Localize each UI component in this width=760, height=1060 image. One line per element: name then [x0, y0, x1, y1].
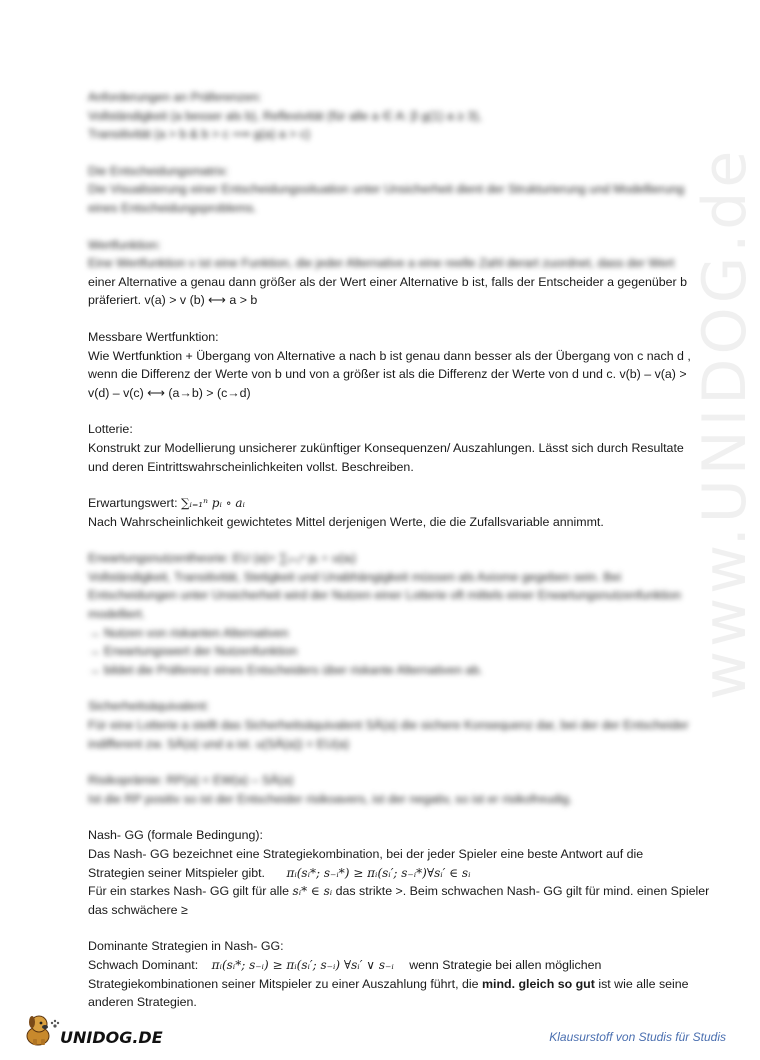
paragraph-line: eines Entscheidungsproblems.: [88, 200, 257, 215]
section-heading: Lotterie:: [88, 422, 133, 437]
paragraph-line: Eine Wertfunktion v ist eine Funktion, die jeder Alternative a eine reelle Zahl derart zuordnet, dass der Wert: [88, 256, 675, 271]
paragraph-line: Nach Wahrscheinlichkeit gewichtetes Mittel derjenigen Werte, die die Zufallsvariable annimmt.: [88, 514, 604, 529]
section-wertfunktion: [88, 236, 688, 310]
bullet-line: → bildet die Präferenz eines Entscheiders über riskante Alternativen ab.: [88, 662, 483, 677]
bullet-line: → Erwartungswert der Nutzenfunktion: [88, 644, 298, 659]
paragraph-line: Die Visualisierung einer Entscheidungssituation unter Unsicherheit dient der Strukturierung und Modellierung: [88, 182, 685, 197]
bullet-line: → Nutzen von riskanten Alternativen: [88, 625, 289, 640]
paragraph-line: einer Alternative a genau dann größer als der Wert einer Alternative b ist, falls der Entscheider a gegenüber b: [88, 274, 688, 289]
paragraph-line: präferiert. v(a) > v (b) ⟷ a > b: [88, 293, 258, 308]
paragraph-line: [88, 975, 689, 994]
section-nash-gg: [88, 826, 710, 919]
section-heading: Dominante Strategien in Nash- GG:: [88, 939, 284, 954]
paragraph-line: Das Nash- GG bezeichnet eine Strategiekombination, bei der jeder Spieler eine beste Antwort auf die: [88, 847, 644, 861]
paragraph-line: [88, 882, 710, 901]
text-run: Für ein starkes Nash- GG gilt für alle: [88, 884, 290, 899]
logo-text: UNIDOG.DE: [60, 1028, 163, 1047]
text-run: das strikte >. Beim schwachen Nash- GG gilt für mind. einen Spieler: [335, 884, 710, 899]
paragraph-line: und deren Eintrittswahrscheinlichkeiten vollst. Beschreiben.: [88, 459, 414, 474]
paragraph-line: [88, 864, 678, 883]
section-erwartungswert: [88, 494, 678, 531]
section-heading: Erwartungsnutzentheorie: EU (a)= ∑ᵢ₌₁ⁿ pᵢ ∘ u(aᵢ): [88, 551, 357, 566]
section-erwartungsnutzentheorie: [88, 549, 682, 679]
section-heading: Sicherheitsäquivalent:: [88, 699, 210, 714]
footer-tagline: Klausurstoff von Studis für Studis: [549, 1030, 726, 1044]
section-messbare-wertfunktion: [88, 328, 691, 402]
section-praeferenzen: [88, 88, 678, 144]
paragraph-line: Ist die RP positiv so ist der Entscheider risikoavers, ist der negativ, so ist er risikofreudig.: [88, 791, 573, 806]
section-heading: Messbare Wertfunktion:: [88, 329, 219, 344]
section-heading: Anforderungen an Präferenzen:: [88, 90, 262, 104]
text-run: ist wie alle seine: [598, 976, 689, 991]
paragraph-line: Wie Wertfunktion + Übergang von Alternative a nach b ist genau dann besser als der Übergang von c nach d ,: [88, 348, 691, 363]
heading-with-formula: [88, 494, 678, 513]
unidog-logo: [22, 1012, 162, 1048]
paragraph-line: indifferent zw. SÄ(a) und a ist. u(SÄ(a)) = EU(a): [88, 736, 350, 751]
paragraph-line: [88, 956, 678, 975]
text-run: Schwach Dominant:: [88, 957, 199, 972]
paragraph-line: Vollständigkeit (a besser als b), Reflexivität (für alle a ∈ A: β g(1) a ≥ 3),: [88, 108, 482, 123]
formula-dominant: πᵢ(sᵢ*; s₋ᵢ) ≥ πᵢ(sᵢ′; s₋ᵢ) ∀sᵢ′ ∨ s₋ᵢ: [211, 957, 394, 972]
text-run: Strategiekombinationen seiner Mitspieler zu einer Auszahlung führt, die: [88, 976, 479, 991]
document-body: [88, 88, 710, 1030]
section-entscheidungsmatrix: [88, 162, 685, 218]
formula-erwartungswert: ∑ᵢ₌₁ⁿ pᵢ ∘ aᵢ: [180, 496, 245, 511]
paragraph-line: Konstrukt zur Modellierung unsicherer zukünftiger Konsequenzen/ Auszahlungen. Lässt sich durch Resultate: [88, 440, 684, 455]
text-run: Strategien seiner Mitspieler gibt.: [88, 865, 265, 880]
section-risikopraemie: [88, 771, 678, 808]
paragraph-line: Für eine Lotterie a stellt das Sicherheitsäquivalent SÄ(a) die sichere Konsequenz dar, bei der der Entscheider: [88, 718, 689, 733]
watermark: www.UNIDOG.de: [690, 146, 760, 700]
paragraph-line: Transitivität (a > b & b > c ⟹ g(a) a > c): [88, 127, 311, 142]
section-heading: Risikoprämie: RP(a) = EW(a) – SÄ(a): [88, 773, 294, 788]
section-heading: Wertfunktion:: [88, 237, 161, 252]
section-lotterie: [88, 420, 684, 476]
section-sicherheitsaequivalent: [88, 697, 689, 753]
formula-nash: πᵢ(sᵢ*; s₋ᵢ*) ≥ πᵢ(sᵢ′; s₋ᵢ*)∀sᵢ′ ∈ sᵢ: [286, 865, 471, 880]
section-dominante-strategien: [88, 937, 689, 1011]
formula-strategy: sᵢ* ∈ sᵢ: [292, 884, 333, 899]
section-heading: Erwartungswert:: [88, 496, 178, 511]
paragraph-line: modelliert.: [88, 607, 146, 622]
paragraph-line: Vollständigkeit, Transitivität, Stetigkeit und Unabhängigkeit müssen als Axiome gegeben sein. Bei: [88, 569, 622, 584]
paragraph-line: das schwächere ≥: [88, 902, 188, 917]
section-heading: Die Entscheidungsmatrix:: [88, 163, 229, 178]
section-heading: Nash- GG (formale Bedingung):: [88, 828, 263, 843]
paragraph-line: wenn die Differenz der Werte von b und von a größer ist als die Differenz der Werte von d und c. v(b) – v(a) >: [88, 367, 687, 382]
paragraph-line: anderen Strategien.: [88, 995, 197, 1010]
paragraph-line: v(d) – v(c) ⟷ (a→b) > (c→d): [88, 385, 251, 400]
paragraph-line: Entscheidungen unter Unsicherheit wird der Nutzen einer Lotterie oft mittels einer Erwartungsnutzenfunktion: [88, 588, 682, 603]
bold-text-run: mind. gleich so gut: [481, 976, 595, 991]
text-run: wenn Strategie bei allen möglichen: [409, 957, 602, 972]
